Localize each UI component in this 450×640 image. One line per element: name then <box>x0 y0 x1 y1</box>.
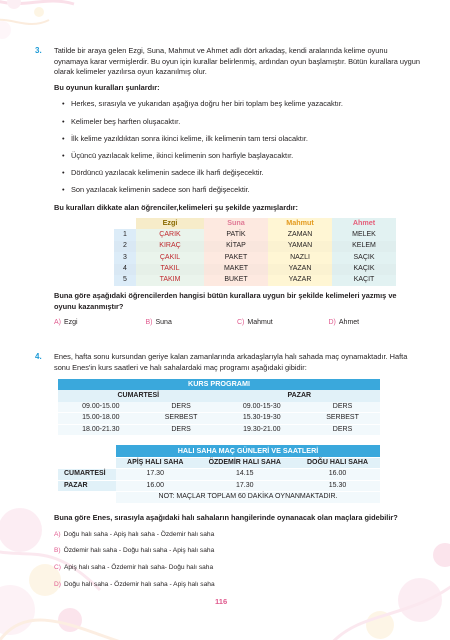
answer-options <box>36 318 420 329</box>
table-cell: MAKET <box>204 264 268 275</box>
match-note: NOT: MAÇLAR TOPLAM 60 DAKİKA OYNANMAKTADIR. <box>116 492 380 504</box>
column-ozdemir: ÖZDEMİR HALI SAHA <box>194 457 295 469</box>
course-table-title: KURS PROGRAMI <box>58 379 380 390</box>
option-d[interactable] <box>54 580 420 591</box>
day-saturday: CUMARTESİ <box>58 390 219 401</box>
table-cell: DERS <box>305 402 380 413</box>
option-letter: A) <box>54 530 61 538</box>
table-cell: ÇAKIL <box>136 252 204 263</box>
row-number: 2 <box>114 241 136 252</box>
table-cell: 15.30-19-30 <box>219 413 306 425</box>
table-cell: 14.15 <box>194 469 295 481</box>
table-row <box>114 264 396 275</box>
question-prompt: Buna göre aşağıdaki öğrencilerden hangisi bütün kurallara uygun bir şekilde kelimeleri yazmış ve oyunu kazanmıştır? <box>54 291 397 312</box>
option-text: Apiş halı saha - Özdemir halı saha- Doğu halı saha <box>63 564 214 572</box>
question-3 <box>36 46 420 328</box>
header-ahmet: Ahmet <box>332 218 396 229</box>
answer-options <box>36 530 420 592</box>
row-number: 4 <box>114 264 136 275</box>
option-text: Doğu halı saha - Özdemir halı saha - Apiş halı saha <box>63 581 215 589</box>
table-cell: TAKIM <box>136 275 204 286</box>
table-intro: Bu kuralları dikkate alan öğrenciler,kelimeleri şu şekilde yazmışlardır: <box>54 202 299 212</box>
option-d[interactable] <box>329 318 421 329</box>
match-schedule-table <box>58 445 380 503</box>
table-row <box>114 252 396 263</box>
column-apis: APİŞ HALI SAHA <box>116 457 194 469</box>
row-number: 1 <box>114 229 136 240</box>
table-cell: DERS <box>305 424 380 436</box>
option-text: Mahmut <box>247 318 273 326</box>
option-c[interactable] <box>237 318 329 329</box>
row-number: 5 <box>114 275 136 286</box>
table-cell: 16.00 <box>116 480 194 492</box>
match-table-title: HALI SAHA MAÇ GÜNLERİ VE SAATLERİ <box>116 445 380 457</box>
table-row <box>58 424 380 436</box>
rule-item: • İlk kelime yazıldıktan sonra ikinci kelime, ilk kelimenin tam tersi olacaktır. <box>62 134 420 145</box>
table-row <box>58 402 380 413</box>
table-cell: BUKET <box>204 275 268 286</box>
table-cell: YAZAN <box>268 264 332 275</box>
table-cell: SAÇIK <box>332 252 396 263</box>
option-text: Doğu halı saha - Apiş halı saha - Özdemir halı saha <box>63 530 215 538</box>
table-cell: 15.30 <box>295 480 380 492</box>
table-cell: YAZAR <box>268 275 332 286</box>
header-suna: Suna <box>204 218 268 229</box>
row-number: 3 <box>114 252 136 263</box>
rule-item: • Herkes, sırasıyla ve yukarıdan aşağıya doğru her biri toplam beş kelime yazacaktır. <box>62 99 420 110</box>
option-letter: B) <box>54 547 61 555</box>
table-cell: KİTAP <box>204 241 268 252</box>
table-cell: ZAMAN <box>268 229 332 240</box>
table-row <box>114 275 396 286</box>
option-b[interactable] <box>146 318 238 329</box>
table-cell: KIRAÇ <box>136 241 204 252</box>
table-cell: SERBEST <box>144 413 219 425</box>
table-row <box>114 241 396 252</box>
row-day: CUMARTESİ <box>58 469 116 481</box>
table-cell: KAÇIT <box>332 275 396 286</box>
table-cell: KAÇIK <box>332 264 396 275</box>
option-letter: A) <box>54 318 61 326</box>
option-letter: C) <box>54 564 61 572</box>
option-b[interactable] <box>54 546 420 557</box>
table-row <box>114 229 396 240</box>
option-letter: D) <box>328 318 336 326</box>
option-a[interactable] <box>54 530 420 541</box>
table-row <box>58 413 380 425</box>
question-intro: Enes, hafta sonu kursundan geriye kalan zamanlarında arkadaşlarıyla halı sahada maç oynamaktadır. Hafta sonu Enes'in kurs saatleri ve halı sahalardaki maç programı aşağıdaki gibidir: <box>54 352 408 372</box>
rule-item: • Üçüncü yazılacak kelime, ikinci kelimenin son harfiyle başlayacaktır. <box>62 151 420 162</box>
option-a[interactable] <box>54 318 146 329</box>
table-cell: DERS <box>144 402 219 413</box>
table-cell: 15.00-18.00 <box>58 413 144 425</box>
table-cell: SERBEST <box>305 413 380 425</box>
option-text: Özdemir halı saha - Doğu halı saha - Apiş halı saha <box>63 547 215 555</box>
table-cell: 18.00-21.30 <box>58 424 144 436</box>
option-text: Suna <box>155 318 172 326</box>
table-row <box>58 469 380 481</box>
course-schedule-table <box>58 379 380 436</box>
table-row <box>58 480 380 492</box>
day-sunday: PAZAR <box>219 390 380 401</box>
option-c[interactable] <box>54 563 420 574</box>
option-text: Ezgi <box>64 318 78 326</box>
word-table <box>114 218 396 286</box>
table-cell: 17.30 <box>116 469 194 481</box>
table-cell: 09.00-15.00 <box>58 402 144 413</box>
table-cell: 16.00 <box>295 469 380 481</box>
table-cell: YAMAN <box>268 241 332 252</box>
table-cell: DERS <box>144 424 219 436</box>
table-cell: 17.30 <box>194 480 295 492</box>
table-cell: 19.30-21.00 <box>219 424 306 436</box>
option-letter: D) <box>54 581 61 589</box>
rule-item: • Kelimeler beş harften oluşacaktır. <box>62 117 420 128</box>
option-letter: C) <box>237 318 245 326</box>
column-dogu: DOĞU HALI SAHA <box>295 457 380 469</box>
table-cell: MELEK <box>332 229 396 240</box>
question-prompt: Buna göre Enes, sırasıyla aşağıdaki halı sahaların hangilerinde oynanacak olan maçlara gidebilir? <box>54 512 398 522</box>
rules-list <box>36 99 420 196</box>
question-intro: Tatilde bir araya gelen Ezgi, Suna, Mahmut ve Ahmet adlı dört arkadaş, kendi aralarında kelime oyunu oynamaya karar vermişlerdir. Bu oyun için kurallar belirlenmiş, ardından oyun başlamıştır. Bütün kurallara uygun olarak kelimeler yazılırsa oyun kazanılmış olur. <box>54 46 421 77</box>
rule-item: • Dördüncü yazılacak kelimenin sadece ilk harfi değişecektir. <box>62 168 420 179</box>
page-number: 116 <box>215 597 228 606</box>
option-letter: B) <box>145 318 153 326</box>
rule-item: • Son yazılacak kelimenin sadece son harfi değişecektir. <box>62 185 420 196</box>
row-day: PAZAR <box>58 480 116 492</box>
question-number: 3. <box>35 46 42 55</box>
table-cell: ÇARIK <box>136 229 204 240</box>
question-number: 4. <box>35 352 42 361</box>
option-text: Ahmet <box>338 318 360 326</box>
table-cell: TAKIL <box>136 264 204 275</box>
table-cell: KELEM <box>332 241 396 252</box>
table-cell: 09.00-15-30 <box>219 402 306 413</box>
header-mahmut: Mahmut <box>268 218 332 229</box>
table-cell: NAZLI <box>268 252 332 263</box>
rules-title: Bu oyunun kuralları şunlardır: <box>54 82 160 92</box>
question-4 <box>36 352 420 597</box>
header-ezgi: Ezgi <box>136 218 204 229</box>
table-cell: PAKET <box>204 252 268 263</box>
table-cell: PATİK <box>204 229 268 240</box>
